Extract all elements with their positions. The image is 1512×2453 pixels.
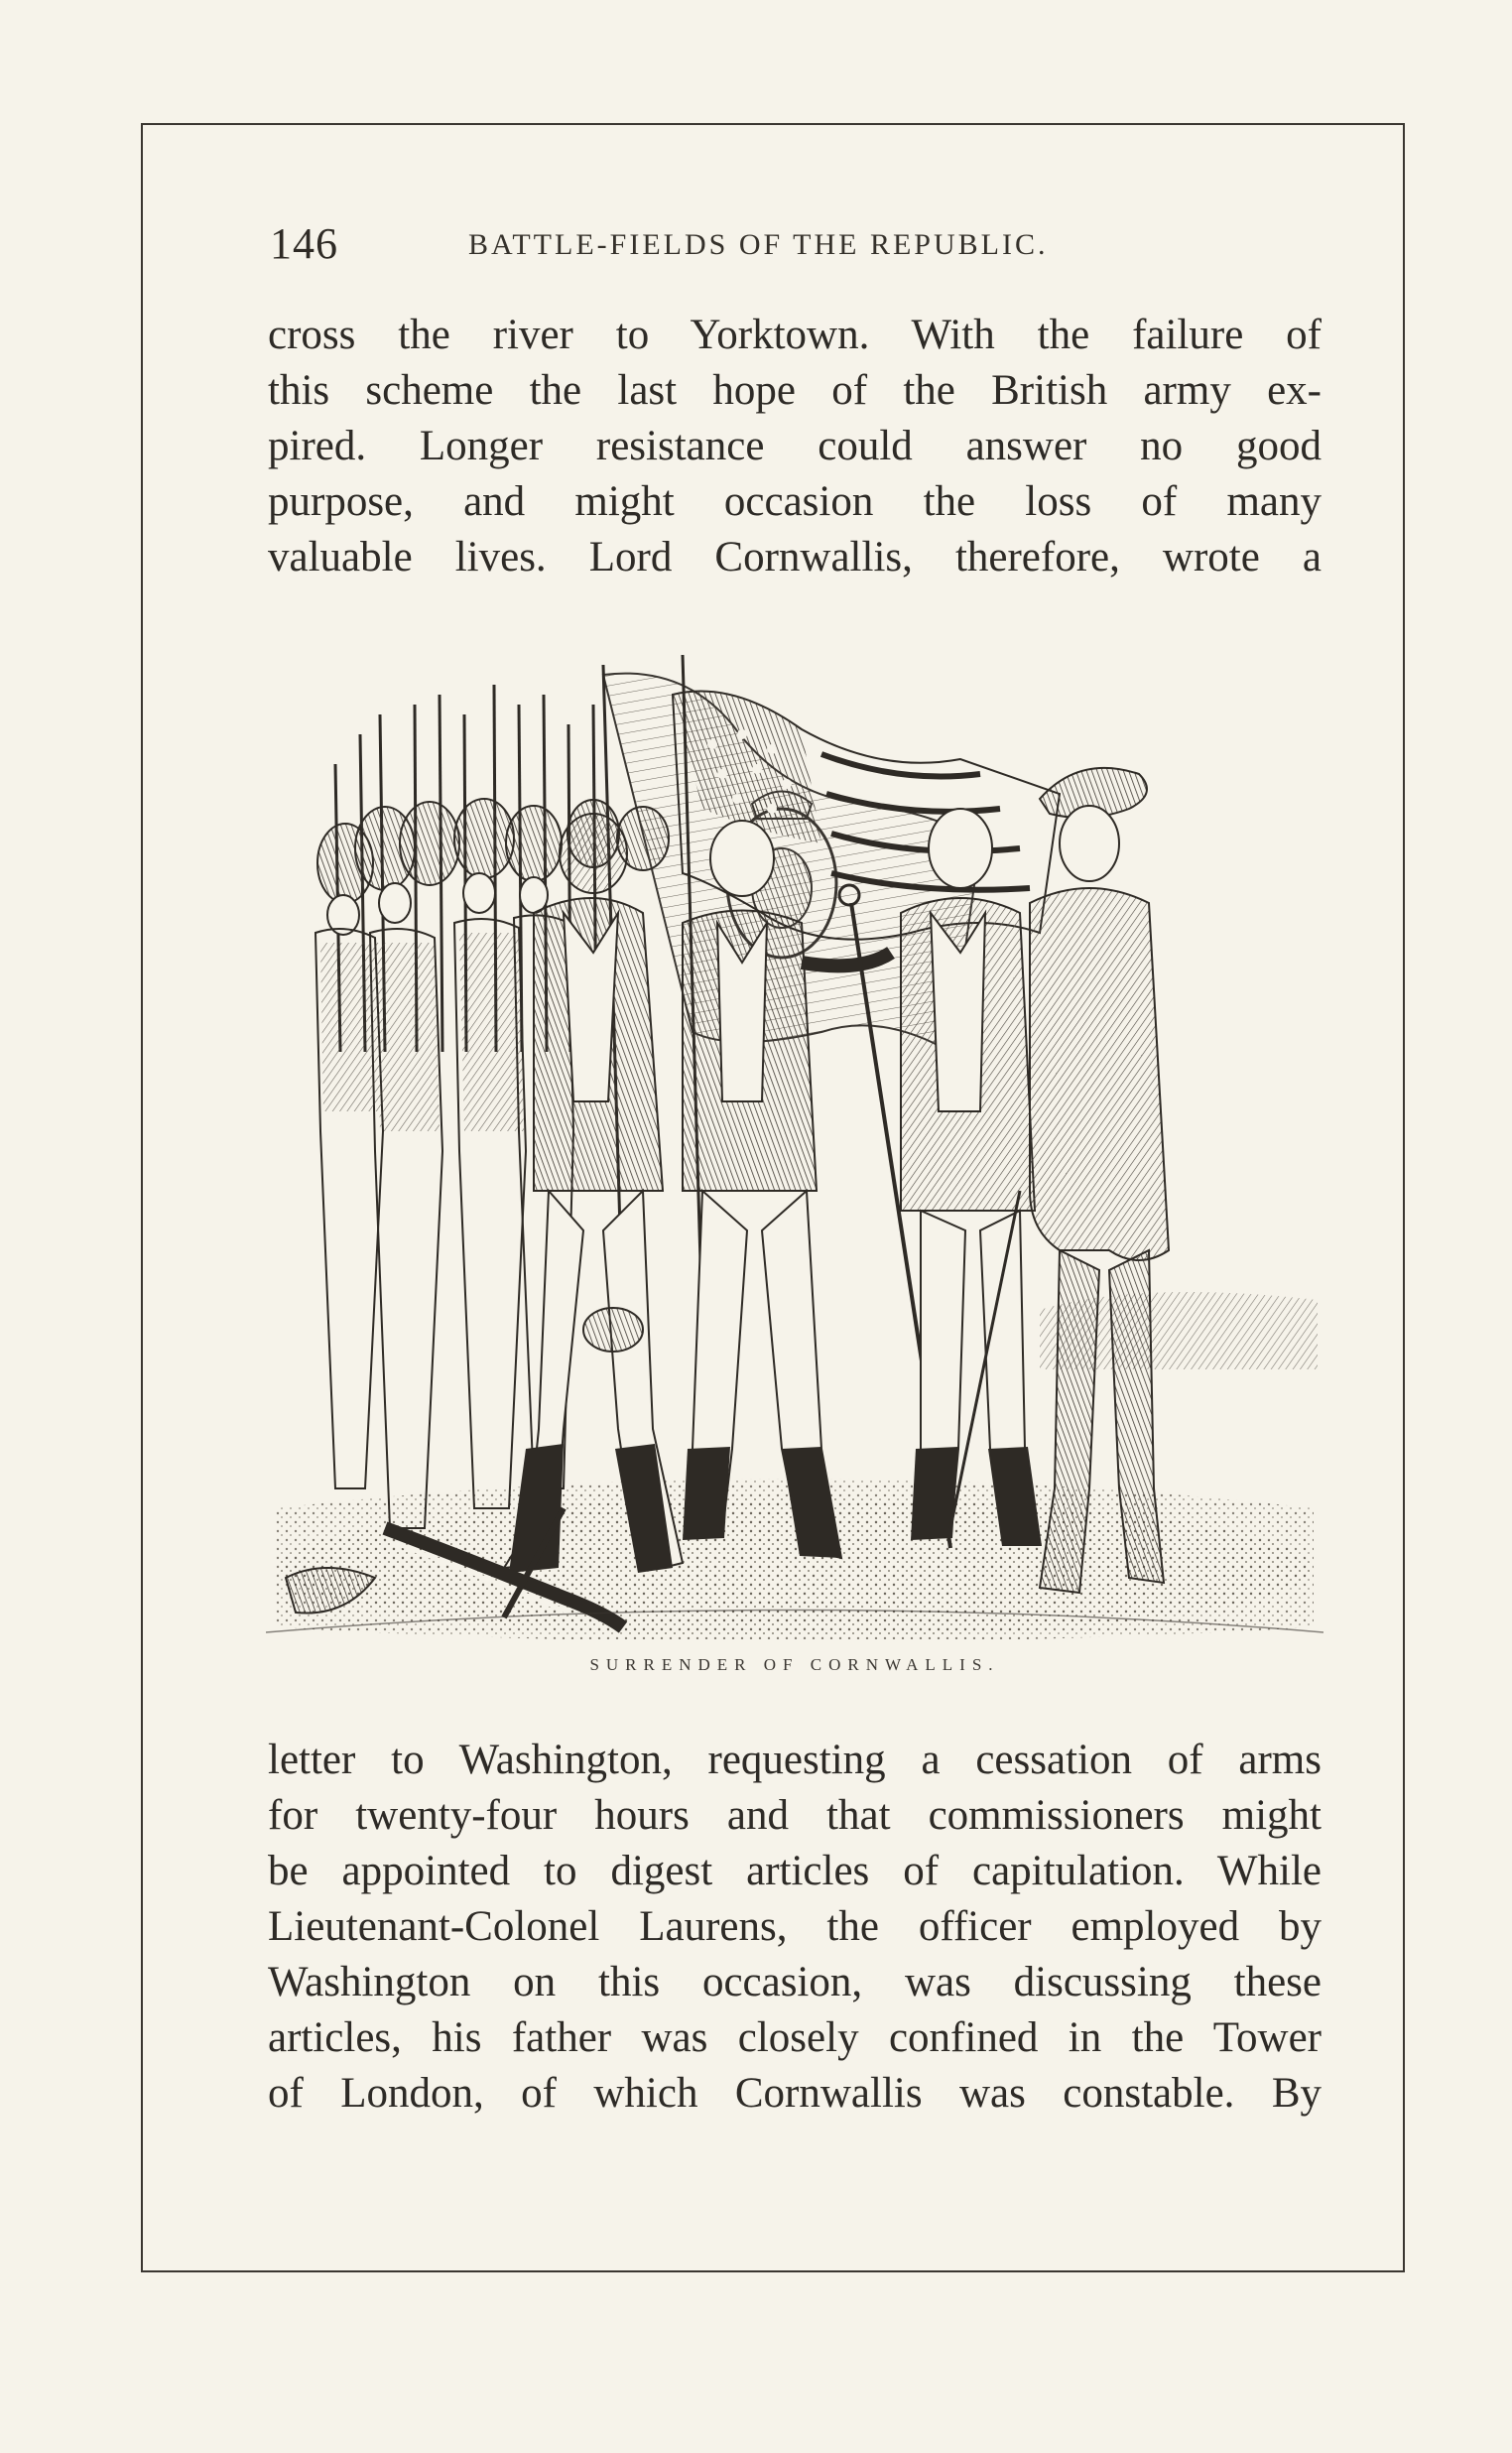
text-line: purpose, and might occasion the loss of many — [268, 478, 1322, 525]
engraving-illustration — [266, 635, 1323, 1639]
text-line: be appointed to digest articles of capitulation. While — [268, 1848, 1322, 1894]
body-text-top — [268, 308, 1322, 585]
figure-caption: SURRENDER OF CORNWALLIS. — [589, 1655, 1000, 1674]
running-title: BATTLE-FIELDS OF THE REPUBLIC. — [468, 228, 1049, 261]
text-line: valuable lives. Lord Cornwallis, therefore, wrote a — [268, 534, 1322, 581]
body-text-bottom — [268, 1733, 1322, 2122]
text-line: for twenty-four hours and that commissioners might — [268, 1792, 1322, 1839]
text-line: this scheme the last hope of the British army ex- — [268, 367, 1322, 414]
figure-american-officer — [901, 809, 1042, 1546]
text-line: articles, his father was closely confined in the Tower — [268, 2014, 1322, 2061]
figure-british-officer — [504, 814, 683, 1573]
text-line: Lieutenant-Colonel Laurens, the officer employed by — [268, 1903, 1322, 1950]
text-line: of London, of which Cornwallis was constable. By — [268, 2070, 1322, 2117]
text-line: Washington on this occasion, was discussing these — [268, 1959, 1322, 2005]
running-head — [270, 218, 1322, 278]
page-number: 146 — [270, 219, 338, 268]
text-line: letter to Washington, requesting a cessation of arms — [268, 1737, 1322, 1783]
text-line: cross the river to Yorktown. With the failure of — [268, 312, 1322, 358]
text-line: pired. Longer resistance could answer no good — [268, 423, 1322, 469]
